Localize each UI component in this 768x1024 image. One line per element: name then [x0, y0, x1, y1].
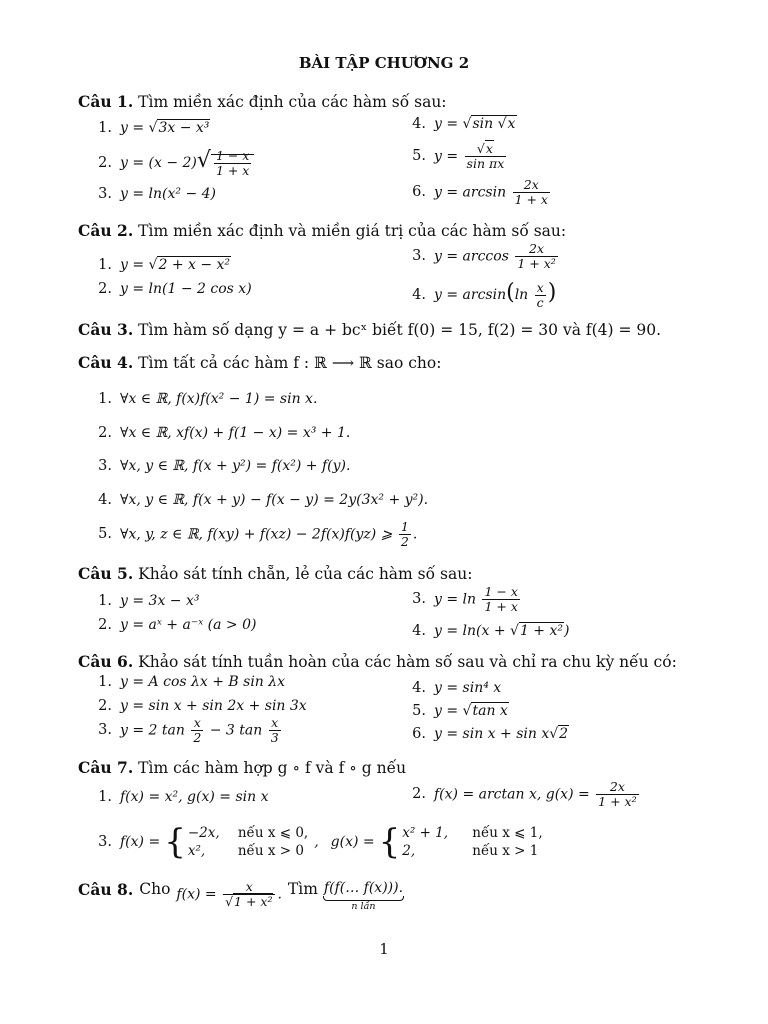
q7-item-3: 3. f(x) = { −2x, nếu x ⩽ 0, x², nếu x > 0 , g(x) = { x² + 1, nếu x ⩽ 1, 2, nếu x > 1	[98, 822, 543, 863]
q1-item-4: 4. y = √sin √x	[412, 116, 516, 132]
q6-item-4: 4. y = sin⁴ x	[412, 680, 502, 696]
question-1-text: Tìm miền xác định của các hàm số sau:	[138, 93, 447, 111]
page-title: BÀI TẬP CHƯƠNG 2	[298, 54, 470, 72]
q2-item-3: 3. y = arccos $\frac{2x}{\text{1 + x²}}$	[412, 241, 556, 271]
question-8: Câu 8. Cho f(x) = $\frac{x}{\text{√1 + x²}}$ . Tìm f(f(… f(x))). n lần	[78, 879, 404, 912]
q5-item-4: 4. y = ln(x + √1 + x²)	[412, 623, 570, 639]
page-number: 1	[379, 940, 389, 958]
q2-item-2: 2. y = ln(1 − 2 cos x)	[98, 281, 252, 297]
question-7: Câu 7. Tìm các hàm hợp g ∘ f và f ∘ g nếu	[78, 758, 407, 777]
q1-item-6: 6. y = arcsin $\frac{2x}{1 + x}$	[412, 177, 548, 207]
q2-item-1: 1. y = √2 + x − x²	[98, 257, 231, 273]
q6-item-6: 6. y = sin x + sin x√2	[412, 726, 569, 742]
q6-item-3: 3. y = 2 tan $\frac{x}{2}$ − 3 tan $\frac{x}{3}$	[98, 715, 279, 745]
question-4: Câu 4. Tìm tất cả các hàm f : ℝ ⟶ ℝ sao cho:	[78, 353, 442, 372]
question-1-label: Câu 1.	[78, 92, 134, 111]
question-3: Câu 3. Tìm hàm số dạng y = a + bcˣ biết f(0) = 15, f(2) = 30 và f(4) = 90.	[78, 320, 662, 339]
q1-item-3: 3. y = ln(x² − 4)	[98, 186, 217, 202]
q4-item-3: 3. ∀x, y ∈ ℝ, f(x + y²) = f(x²) + f(y).	[98, 458, 351, 474]
g-cases: { x² + 1, nếu x ⩽ 1, 2, nếu x > 1	[378, 822, 543, 863]
f-cases: { −2x, nếu x ⩽ 0, x², nếu x > 0	[164, 822, 309, 863]
question-5: Câu 5. Khảo sát tính chẵn, lẻ của các hàm số sau:	[78, 564, 473, 583]
q1-item-2: 2. y = (x − 2)√ $\frac{1 - x}{1 + x}$	[92, 148, 254, 177]
q4-item-1: 1. ∀x ∈ ℝ, f(x)f(x² − 1) = sin x.	[98, 391, 318, 407]
q2-item-4: 4. y = arcsin(ln $\frac{x}{c}$ )	[412, 279, 557, 310]
q6-item-5: 5. y = √tan x	[412, 703, 508, 719]
q5-item-3: 3. y = ln $\frac{1 - x}{1 + x}$	[412, 584, 518, 614]
q5-item-2: 2. y = aˣ + a⁻ˣ (a > 0)	[98, 617, 257, 633]
q5-item-1: 1. y = 3x − x³	[98, 593, 200, 609]
q4-item-5: 5. ∀x, y, z ∈ ℝ, f(xy) + f(xz) − 2f(x)f(yz) ⩾ $\frac{1}{2}$ .	[98, 519, 418, 549]
q7-item-1: 1. f(x) = x², g(x) = sin x	[98, 789, 269, 805]
question-6: Câu 6. Khảo sát tính tuần hoàn của các hàm số sau và chỉ ra chu kỳ nếu có:	[78, 652, 677, 671]
q1-item-5: 5. y = $\frac{√x}{\text{sin πx}}$	[412, 141, 505, 171]
question-2: Câu 2. Tìm miền xác định và miền giá trị của các hàm số sau:	[78, 221, 567, 240]
q6-item-1: 1. y = A cos λx + B sin λx	[98, 674, 286, 690]
question-1	[78, 92, 447, 111]
q6-item-2: 2. y = sin x + sin 2x + sin 3x	[98, 698, 307, 714]
q7-item-2: 2. f(x) = arctan x, g(x) = $\frac{2x}{\text{1 + x²}}$	[412, 779, 637, 809]
q4-item-4: 4. ∀x, y ∈ ℝ, f(x + y) − f(x − y) = 2y(3x² + y²).	[98, 492, 429, 508]
composition-brace: f(f(… f(x))). n lần	[323, 880, 404, 912]
q1-item-1: 1. y = √3x − x³	[98, 120, 210, 136]
q4-item-2: 2. ∀x ∈ ℝ, xf(x) + f(1 − x) = x³ + 1.	[98, 425, 351, 441]
